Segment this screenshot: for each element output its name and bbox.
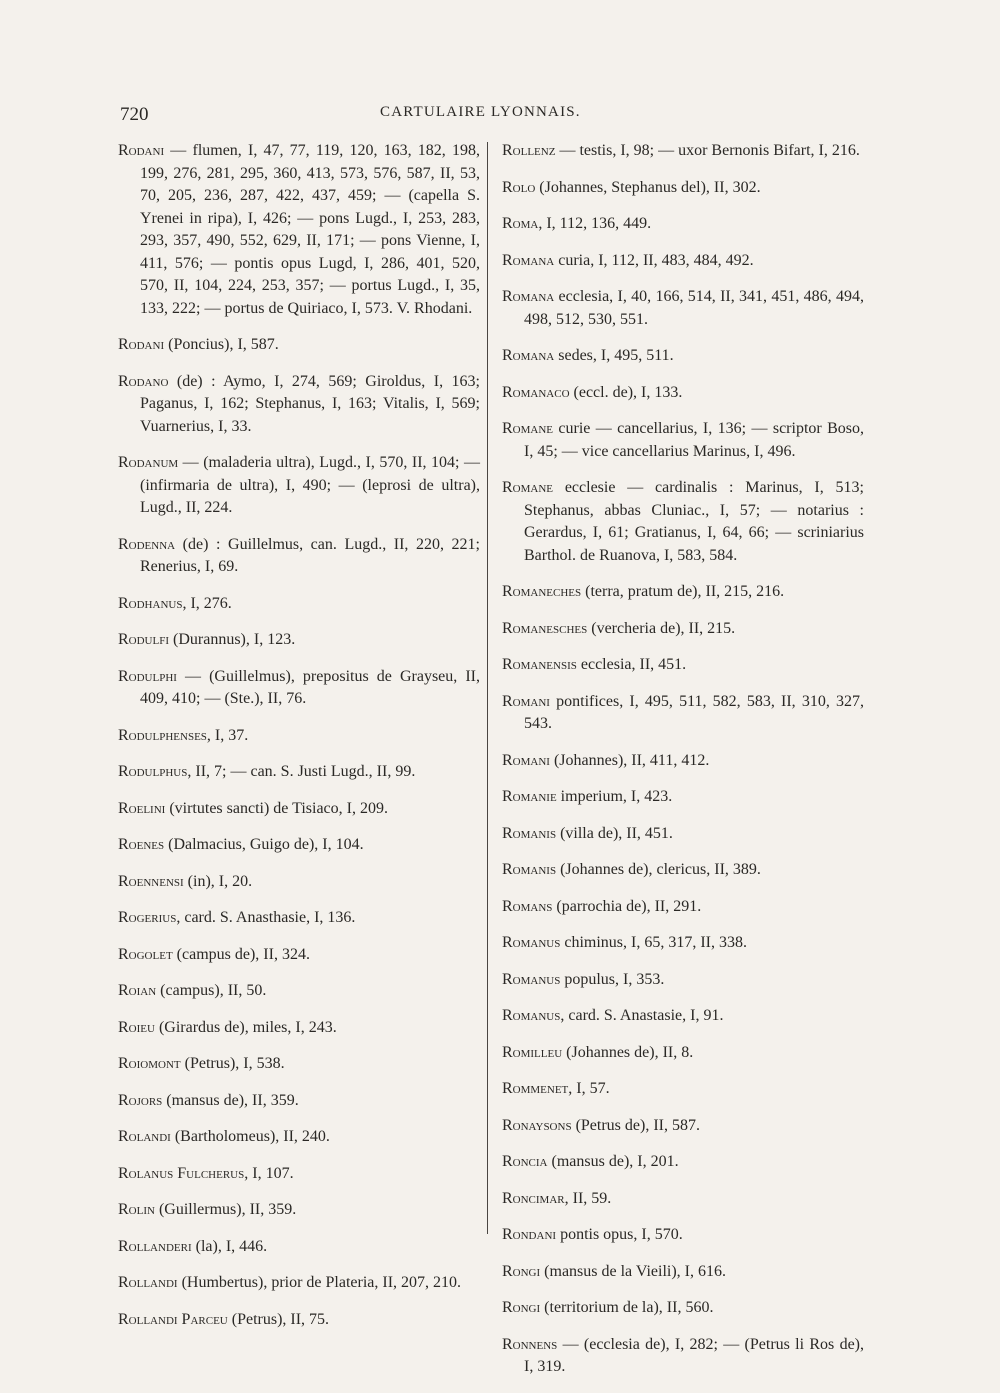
entry-references: (Bartholomeus), II, 240. [170, 1128, 330, 1145]
entry-headword: Rolandi [118, 1128, 171, 1145]
entry-references: (terra, pratum de), II, 215, 216. [581, 583, 785, 600]
entry-headword: Rodulfi [118, 631, 170, 648]
entry-headword: Rollenz [502, 142, 556, 159]
index-entry [118, 1309, 480, 1332]
entry-headword: Romanus [502, 1007, 561, 1024]
index-entry [118, 534, 480, 579]
index-entry [118, 725, 480, 748]
entry-headword: Roiomont [118, 1055, 181, 1072]
entry-references: ecclesie — cardinalis : Marinus, I, 513; Stephanus, abbas Cluniac., I, 57; — notarius : Gerardus, I, 61; Gratianus, I, 64, 66; — scriniarius Barthol. de Ruanova, I, 583, 584. [524, 479, 864, 564]
index-entry [502, 140, 864, 163]
entry-headword: Rogolet [118, 945, 173, 963]
entry-headword: Rodhanus [118, 594, 183, 612]
index-entry [502, 691, 864, 736]
entry-headword: Rollandi [118, 1274, 178, 1291]
entry-headword: Rolanus Fulcherus [118, 1164, 245, 1182]
entry-references: , I, 57. [568, 1080, 610, 1097]
index-entry [118, 371, 480, 439]
entry-references: chiminus, I, 65, 317, II, 338. [560, 934, 748, 951]
entry-headword: Romanis [502, 861, 557, 878]
entry-headword: Roncia [502, 1153, 548, 1170]
index-entry [118, 1017, 480, 1040]
entry-references: ecclesia, II, 451. [576, 656, 687, 673]
index-entry [118, 1163, 480, 1186]
entry-references: — (maladeria ultra), Lugd., I, 570, II, 104; — (infirmaria de ultra), I, 490; — (leprosi de ultra), Lugd., II, 224. [140, 454, 480, 516]
entry-references: (Girardus de), miles, I, 243. [154, 1018, 337, 1036]
entry-headword: Romanus [502, 934, 561, 951]
entry-references: (Petrus de), II, 587. [571, 1116, 700, 1134]
entry-references: , I, 112, 136, 449. [538, 215, 652, 232]
running-title: CARTULAIRE LYONNAIS. [380, 104, 581, 120]
entry-headword: Roma [502, 215, 539, 232]
index-entry [502, 213, 864, 236]
index-entry [118, 1126, 480, 1149]
entry-headword: Romaneches [502, 583, 582, 600]
entry-references: (in), I, 20. [183, 872, 253, 890]
index-entry [118, 1053, 480, 1076]
entry-headword: Rollandi Parceu [118, 1310, 228, 1328]
index-entry [502, 382, 864, 405]
entry-headword: Romanie [502, 788, 557, 805]
entry-references: (de) : Aymo, I, 274, 569; Giroldus, I, 163; Paganus, I, 162; Stephanus, I, 163; Vitalis, I, 569; Vuarnerius, I, 33. [140, 372, 480, 435]
index-entry [502, 581, 864, 604]
index-entry [118, 334, 480, 357]
entry-references: (virtutes sancti) de Tisiaco, I, 209. [165, 799, 388, 817]
entry-references: populus, I, 353. [560, 970, 665, 988]
index-entry [502, 823, 864, 846]
entry-references: , I, 37. [206, 726, 249, 744]
entry-headword: Rondani [502, 1226, 557, 1243]
index-entry [502, 896, 864, 919]
entry-headword: Rogerius [118, 909, 177, 926]
index-entry [118, 1272, 480, 1295]
entry-references: (eccl. de), I, 133. [569, 383, 683, 401]
entry-headword: Roelini [118, 799, 166, 817]
entry-references: (campus de), II, 324. [172, 945, 310, 963]
entry-references: (mansus de), II, 359. [162, 1091, 299, 1109]
entry-references: ecclesia, I, 40, 166, 514, II, 341, 451, 486, 494, 498, 512, 530, 551. [524, 288, 864, 328]
entry-references: pontis opus, I, 570. [556, 1226, 683, 1243]
index-entry [502, 1188, 864, 1211]
index-entry [502, 250, 864, 273]
entry-headword: Romanus [502, 970, 561, 988]
entry-headword: Romani [502, 692, 550, 710]
index-entry [502, 932, 864, 955]
index-entry [118, 452, 480, 520]
index-entry [502, 1042, 864, 1065]
entry-headword: Rojors [118, 1091, 163, 1109]
index-entry [502, 1334, 864, 1379]
entry-references: (vercheria de), II, 215. [587, 619, 736, 637]
index-entry [502, 1224, 864, 1247]
entry-references: (Dalmacius, Guigo de), I, 104. [164, 836, 364, 853]
entry-headword: Rodano [118, 372, 169, 390]
entry-headword: Rodani [118, 336, 165, 353]
page-number: 720 [120, 104, 149, 125]
index-entry [502, 750, 864, 773]
index-column-left [118, 140, 480, 1345]
index-entry [502, 286, 864, 331]
entry-headword: Rodanum [118, 454, 179, 471]
entry-references: (Johannes), II, 411, 412. [549, 751, 710, 769]
entry-headword: Romanis [502, 824, 557, 842]
entry-references: (mansus de), I, 201. [547, 1153, 679, 1170]
entry-references: (Guillermus), II, 359. [154, 1201, 297, 1218]
entry-headword: Rongi [502, 1299, 541, 1316]
index-entry [118, 798, 480, 821]
entry-headword: Romans [502, 897, 553, 915]
entry-headword: Rolin [118, 1201, 155, 1218]
entry-references: — flumen, I, 47, 77, 119, 120, 163, 182, 198, 199, 276, 281, 295, 360, 413, 573, 576, 587, II, 53, 70, 205, 236, 287, 422, 437, 459; — (capella S. Yrenei in ripa), I, 426; — pons Lugd., I, 253, 283, 293, 357, 490, 552, 629, II, 171; — pons Vienne, I, 411, 576; — pontis opus Lugd, I, 286, 401, 520, 570, II, 104, 224, 253, 357; — portus Lugd., I, 35, 133, 222; — portus de Quiriaco, I, 573. V. Rhodani. [140, 142, 480, 317]
entry-headword: Roian [118, 982, 157, 999]
entry-references: (campus), II, 50. [156, 982, 267, 999]
entry-references: (la), I, 446. [191, 1237, 268, 1255]
entry-references: (territorium de la), II, 560. [540, 1299, 714, 1316]
index-entry [502, 477, 864, 567]
entry-headword: Roenes [118, 836, 165, 853]
entry-headword: Rodani [118, 142, 165, 159]
entry-headword: Rodulphi [118, 667, 177, 685]
index-entry [118, 593, 480, 616]
entry-references: curie — cancellarius, I, 136; — scriptor Boso, I, 45; — vice cancellarius Marinus, I, 496. [524, 420, 864, 460]
index-entry [118, 629, 480, 652]
index-entry [502, 345, 864, 368]
index-entry [118, 761, 480, 784]
entry-headword: Roennensi [118, 872, 184, 890]
index-entry [118, 871, 480, 894]
index-entry [502, 1115, 864, 1138]
entry-headword: Romana [502, 288, 555, 305]
entry-headword: Romane [502, 479, 554, 496]
index-entry [118, 666, 480, 711]
index-entry [502, 859, 864, 882]
entry-references: (de) : Guillelmus, can. Lugd., II, 220, 221; Renerius, I, 69. [140, 535, 480, 575]
entry-references: (villa de), II, 451. [556, 824, 673, 842]
entry-headword: Romana [502, 251, 555, 269]
entry-references: (Johannes, Stephanus del), II, 302. [535, 178, 761, 196]
entry-references: , I, 276. [182, 594, 232, 612]
index-entry [502, 1078, 864, 1101]
entry-references: , II, 7; — can. S. Justi Lugd., II, 99. [187, 763, 416, 780]
index-entry [502, 618, 864, 641]
entry-headword: Rodulphenses [118, 726, 207, 744]
entry-headword: Romane [502, 420, 554, 437]
entry-references: (Poncius), I, 587. [164, 336, 279, 353]
entry-headword: Ronaysons [502, 1116, 572, 1134]
index-entry [118, 907, 480, 930]
entry-headword: Rommenet [502, 1080, 569, 1097]
entry-references: (Humbertus), prior de Plateria, II, 207, 210. [177, 1274, 462, 1291]
index-entry [502, 1297, 864, 1320]
entry-headword: Romanesches [502, 619, 588, 637]
entry-headword: Rodulphus [118, 763, 188, 780]
index-entry [118, 140, 480, 320]
index-entry [502, 177, 864, 200]
entry-headword: Roncimar [502, 1189, 565, 1207]
index-entry [118, 980, 480, 1003]
entry-references: sedes, I, 495, 511. [554, 347, 674, 364]
entry-references: — (ecclesia de), I, 282; — (Petrus li Ros de), I, 319. [524, 1335, 864, 1375]
entry-headword: Rodenna [118, 535, 176, 553]
entry-references: (Petrus), II, 75. [227, 1310, 330, 1328]
entry-references: (Durannus), I, 123. [169, 631, 296, 648]
entry-references: (Petrus), I, 538. [180, 1055, 285, 1072]
index-entry [502, 786, 864, 809]
entry-references: (mansus de la Vieili), I, 616. [540, 1262, 726, 1280]
index-entry [118, 834, 480, 857]
entry-references: , card. S. Anastasie, I, 91. [560, 1007, 724, 1024]
entry-references: curia, I, 112, II, 483, 484, 492. [554, 251, 754, 269]
index-entry [502, 1005, 864, 1028]
entry-headword: Roieu [118, 1018, 155, 1036]
entry-headword: Ronnens [502, 1335, 558, 1353]
entry-headword: Romilleu [502, 1043, 563, 1061]
index-entry [502, 1151, 864, 1174]
entry-headword: Romanaco [502, 383, 570, 401]
index-entry [502, 418, 864, 463]
entry-headword: Romana [502, 347, 555, 364]
index-entry [118, 1199, 480, 1222]
index-entry [118, 1090, 480, 1113]
entry-references: , II, 59. [564, 1189, 612, 1207]
entry-headword: Rongi [502, 1262, 541, 1280]
entry-headword: Rollanderi [118, 1237, 192, 1255]
entry-references: (parrochia de), II, 291. [552, 897, 702, 915]
entry-references: (Johannes de), II, 8. [562, 1043, 694, 1061]
index-entry [502, 969, 864, 992]
entry-headword: Rolo [502, 178, 536, 196]
index-entry [502, 654, 864, 677]
entry-headword: Romanensis [502, 656, 577, 673]
entry-references: pontifices, I, 495, 511, 582, 583, II, 310, 327, 543. [524, 692, 864, 732]
column-divider [487, 142, 488, 1234]
entry-references: (Johannes de), clericus, II, 389. [556, 861, 761, 878]
entry-references: , I, 107. [244, 1164, 294, 1182]
index-entry [118, 944, 480, 967]
index-column-right [502, 140, 864, 1393]
entry-references: — (Guillelmus), prepositus de Grayseu, II, 409, 410; — (Ste.), II, 76. [140, 667, 480, 707]
entry-references: , card. S. Anasthasie, I, 136. [176, 909, 356, 926]
entry-headword: Romani [502, 751, 550, 769]
index-entry [118, 1236, 480, 1259]
entry-references: imperium, I, 423. [556, 788, 673, 805]
index-entry [502, 1261, 864, 1284]
entry-references: — testis, I, 98; — uxor Bernonis Bifart, I, 216. [555, 142, 860, 159]
